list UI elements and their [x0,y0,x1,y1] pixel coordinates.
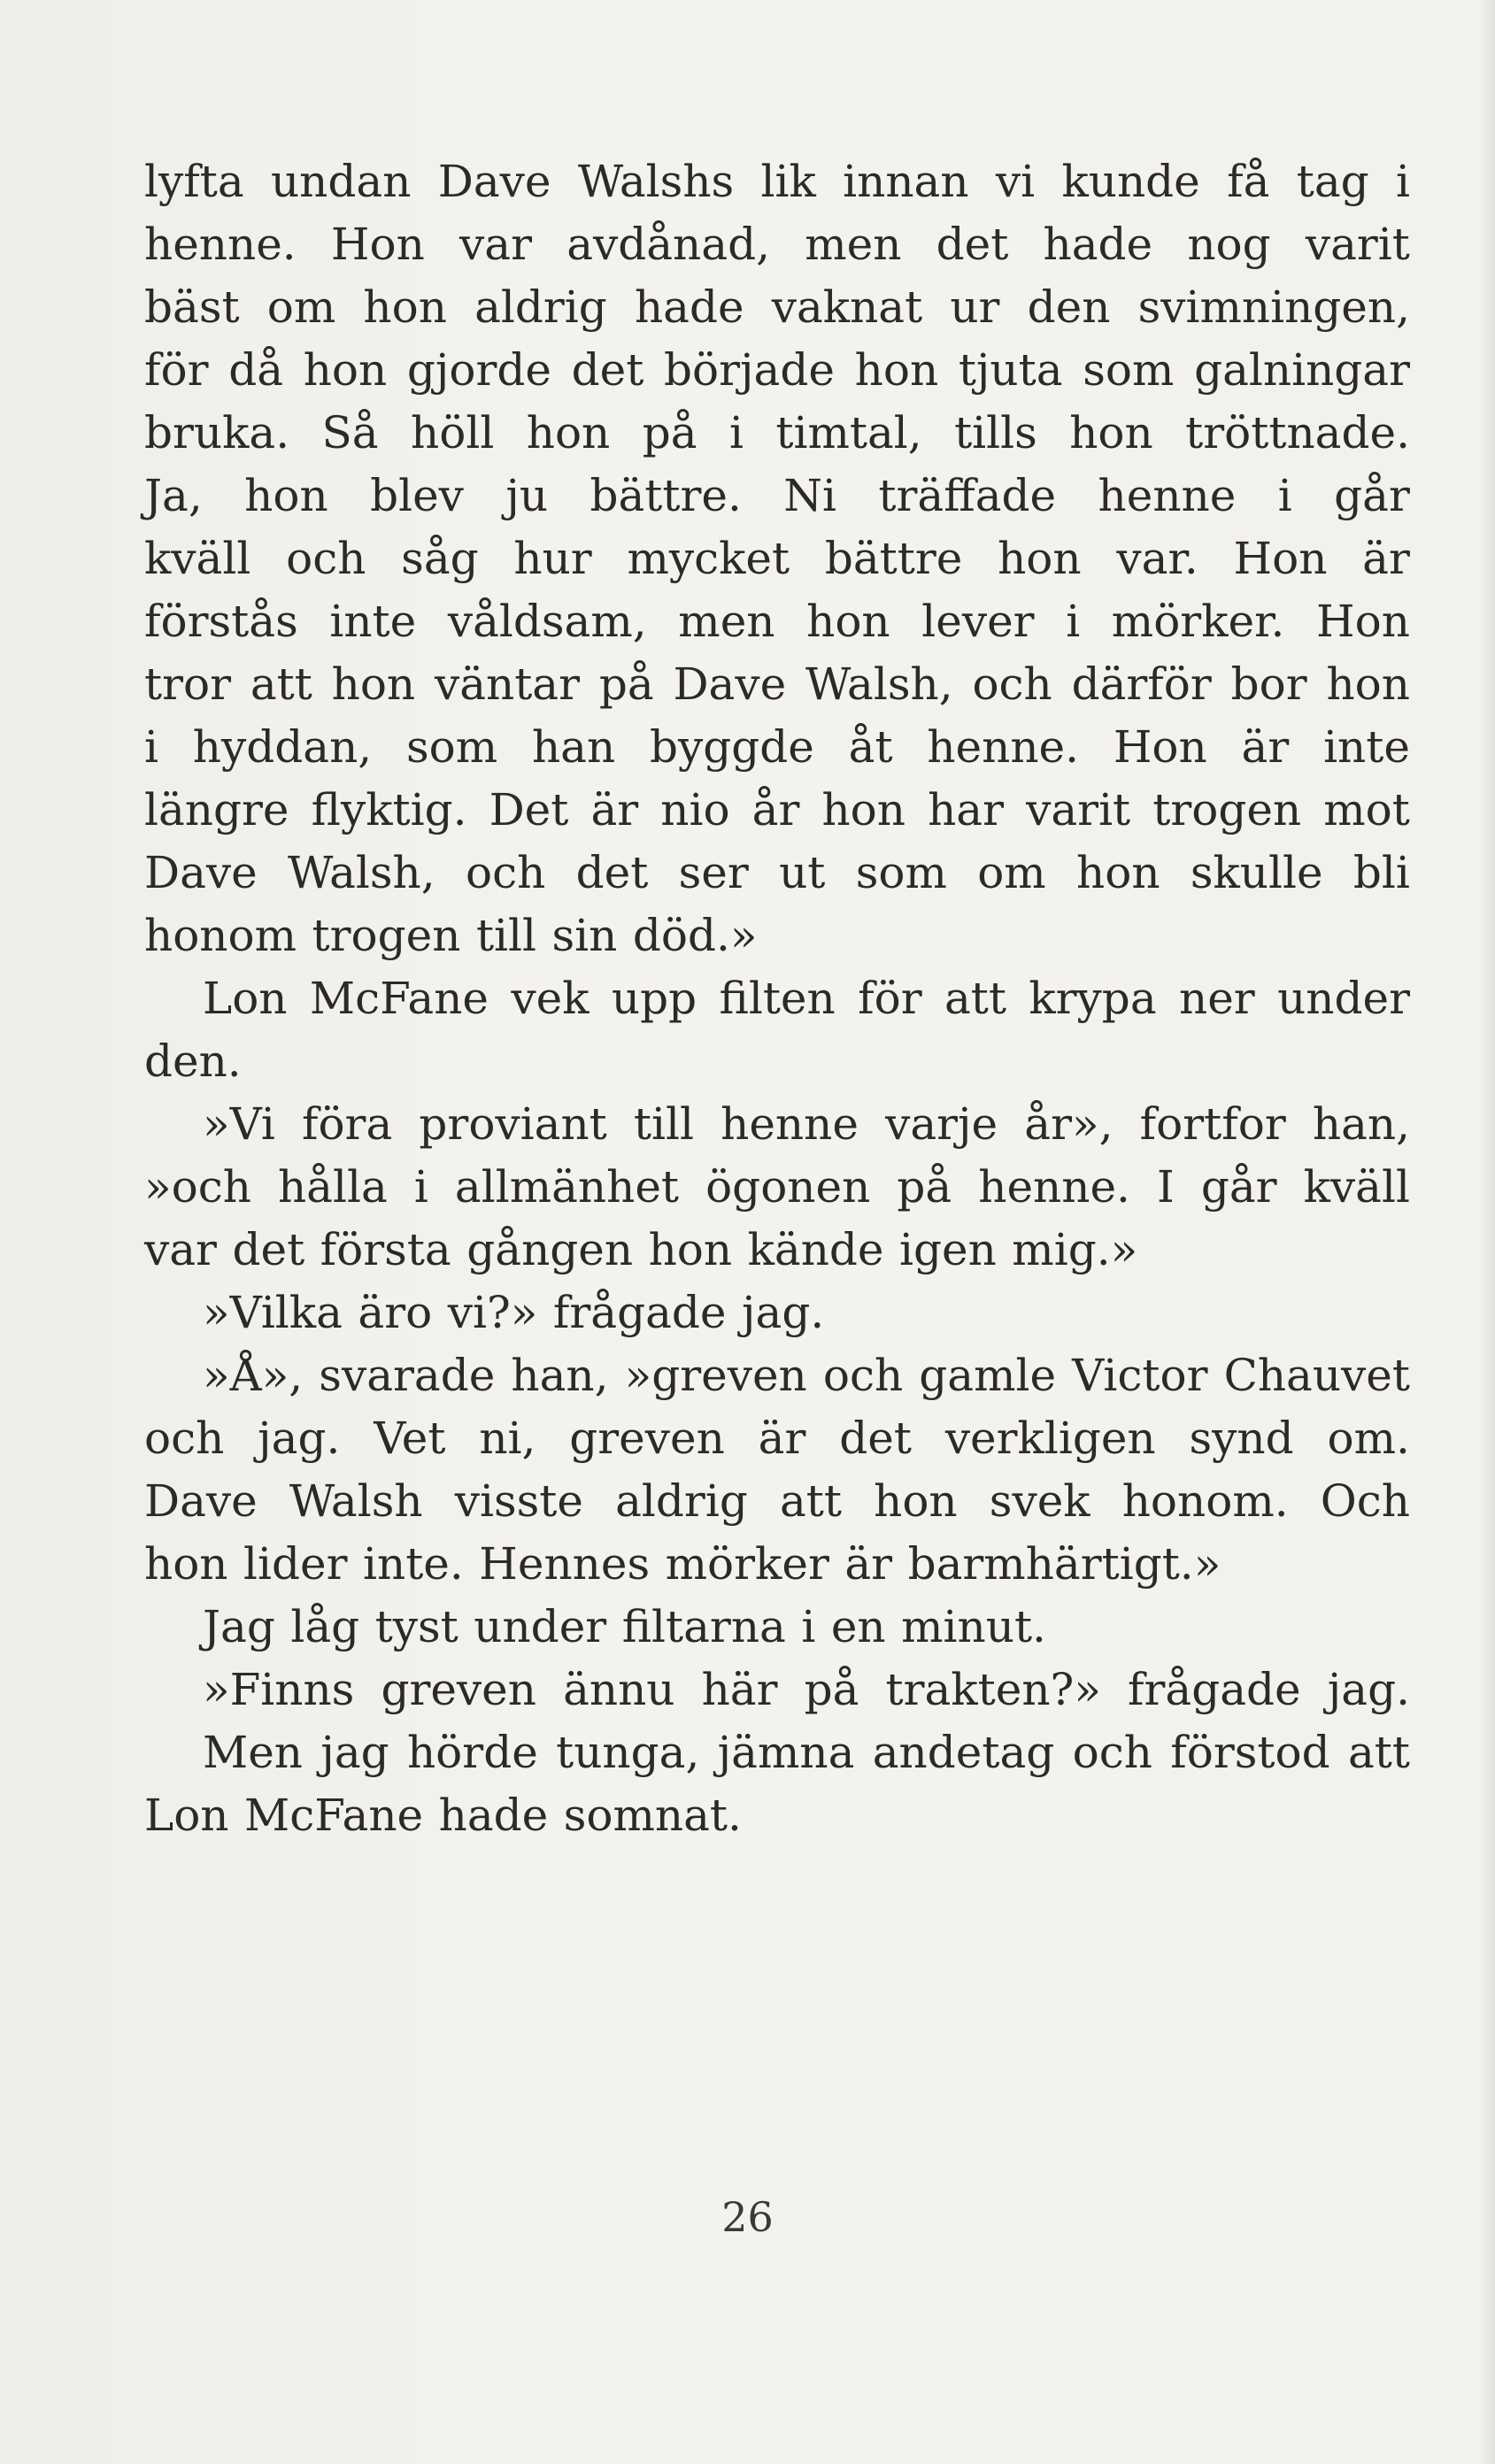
word: den [1027,281,1111,333]
word: är [1362,533,1410,584]
word: hon [806,596,890,647]
text-line [144,1407,1410,1470]
word: varit [1305,219,1410,270]
word: Dave [437,156,551,207]
word: han [531,721,616,773]
word: »Å», [203,1350,304,1401]
word: att [1347,1727,1410,1778]
word: ögonen [705,1161,871,1213]
word: det [839,1413,912,1464]
text-line [144,276,1410,339]
word: filten [719,973,836,1024]
text-line [144,779,1410,842]
word: frågade [552,1287,727,1338]
word: såg [401,533,479,584]
word: inte [1323,721,1410,773]
word: greven [381,1664,536,1715]
word: hon [874,1475,958,1527]
word: lyfta [144,156,244,207]
word: Hon [1316,596,1410,647]
word: Hon [1233,533,1328,584]
word: föra [301,1098,393,1150]
word: hon [1069,407,1153,458]
word: undan [270,156,412,207]
word: åt [848,721,893,773]
word: Ni [783,470,836,521]
text-line [144,1784,1410,1847]
text-line [144,1470,1410,1533]
word: lever [921,596,1035,647]
word: första [320,1224,451,1275]
word: aldrig [474,281,607,333]
word: kunde [1061,156,1200,207]
word: hon [854,344,939,396]
word: Dave [144,847,258,898]
word: Hon [1113,721,1207,773]
word: »och [144,1161,251,1213]
text-line [144,465,1410,527]
word: Lon [144,1790,229,1841]
word: vek [511,973,590,1024]
word: tröttnade. [1185,407,1410,458]
text-line [144,967,1410,1030]
word: tror [144,658,231,710]
text-line [144,1219,1410,1282]
word: var [144,1224,217,1275]
word: och [972,658,1052,710]
word: hon [331,658,416,710]
word: igen [899,1224,997,1275]
word: låg [290,1601,360,1652]
word: då [228,344,284,396]
word: gamle [919,1350,1057,1401]
word: hon [244,470,328,521]
word: mycket [627,533,790,584]
word: upp [611,973,697,1024]
word: Dave [673,658,787,710]
word: Walshs [577,156,735,207]
word: våldsam, [447,596,647,647]
word: hade [634,281,744,333]
word: på [804,1664,859,1715]
word: som [1083,344,1175,396]
word: i [1277,470,1292,521]
word: under [474,1601,607,1652]
word: det [571,344,644,396]
word: bruka. [144,407,290,458]
text-line [144,1156,1410,1219]
word: och [822,1350,904,1401]
word: henne. [978,1161,1130,1213]
word: bor [1230,658,1307,710]
word: allmänhet [454,1161,680,1213]
word: år [751,784,800,835]
page-number: 26 [721,2193,774,2241]
word: kväll [144,533,251,584]
word: »Vi [203,1098,275,1150]
word: barmhärtigt.» [907,1538,1221,1590]
text-line [144,1533,1410,1596]
word: som [855,847,947,898]
word: innan [843,156,969,207]
word: ner [1179,973,1255,1024]
word: på [598,658,654,710]
word: varit [1026,784,1131,835]
word: Chauvet [1223,1350,1410,1401]
word: är [590,784,639,835]
word: ju [505,470,549,521]
text-line [144,1596,1410,1659]
word: hyddan, [192,721,373,773]
word: om [266,281,336,333]
word: svimningen, [1137,281,1410,333]
word: synd [1189,1413,1294,1464]
word: och [144,1413,225,1464]
word: var [459,219,532,270]
word: som [405,721,498,773]
word: Hennes [479,1538,651,1590]
word: Walsh, [288,847,435,898]
word: ser [678,847,749,898]
word: byggde [649,721,814,773]
word: trakten?» [885,1664,1101,1715]
word: hade [1043,219,1153,270]
word: Walsh [289,1475,423,1527]
word: henne [721,1098,859,1150]
word: hon [363,281,447,333]
word: avdånad, [566,219,770,270]
body-text [144,150,1410,1847]
word: men [805,219,902,270]
text-line [144,905,1410,967]
word: Ja, [144,470,203,521]
word: McFane [309,973,489,1024]
word: Men [203,1727,303,1778]
word: gången [466,1224,634,1275]
word: hörde [406,1727,538,1778]
text-line [144,653,1410,716]
word: hon [1076,847,1160,898]
word: för [144,344,209,396]
word: är [758,1413,806,1464]
word: inte. [363,1538,464,1590]
word: mörker. [1111,596,1285,647]
word: honom. [1121,1475,1289,1527]
word: jag. [742,1287,825,1338]
word: lider [243,1538,348,1590]
word: hur [513,533,592,584]
word: andetag [872,1727,1055,1778]
word: hålla [277,1161,388,1213]
word: trogen [1152,784,1302,835]
word: höll [411,407,495,458]
word: vi?» [447,1287,538,1338]
word: att [779,1475,842,1527]
word: henne [1098,470,1237,521]
word: visste [454,1475,583,1527]
word: svarade [319,1350,496,1401]
text-line [144,1659,1410,1721]
word: bättre. [590,470,742,521]
word: i [1396,156,1410,207]
word: jämna [717,1727,855,1778]
word: år», [1024,1098,1114,1150]
word: den. [144,1036,242,1087]
text-line [144,842,1410,905]
word: nog [1187,219,1271,270]
word: somnat. [563,1790,742,1841]
word: för [858,973,922,1024]
word: och [1072,1727,1152,1778]
word: längre [144,784,289,835]
word: skulle [1190,847,1323,898]
text-line [144,590,1410,653]
word: i [801,1601,816,1652]
word: går [1334,470,1410,521]
word: tjuta [958,344,1063,396]
word: det [232,1224,305,1275]
word: bli [1352,847,1410,898]
word: trogen [312,910,461,961]
word: bättre [824,533,963,584]
word: galningar [1194,344,1410,396]
word: fortfor [1139,1098,1286,1150]
word: till [633,1098,694,1150]
word: varje [885,1098,998,1150]
word: och [465,847,546,898]
word: Jag [203,1601,275,1652]
word: Dave [144,1475,258,1527]
text-line [144,150,1410,213]
word: det [575,847,649,898]
word: äro [358,1287,433,1338]
word: Walsh, [805,658,953,710]
word: tills [954,407,1037,458]
word: han, [511,1350,609,1401]
word: McFane [244,1790,424,1841]
word: hon [648,1224,733,1275]
word: väntar [434,658,581,710]
word: sin [551,910,618,961]
word: förstås [144,596,298,647]
text-line [144,1282,1410,1344]
word: vaknat [771,281,923,333]
word: en [830,1601,886,1652]
text-line [144,1721,1410,1784]
word: vi [995,156,1036,207]
word: jag. [1327,1664,1410,1715]
word: verkligen [944,1413,1156,1464]
word: började [664,344,835,396]
word: nio [660,784,730,835]
word: till [475,910,537,961]
word: mig.» [1012,1224,1138,1275]
word: ännu [563,1664,675,1715]
word: har [928,784,1005,835]
word: bäst [144,281,240,333]
word: hade [438,1790,549,1841]
word: få [1227,156,1270,207]
word: hon [526,407,611,458]
word: timtal, [775,407,922,458]
word: tunga, [556,1727,700,1778]
word: I [1157,1161,1175,1213]
word: kväll [1303,1161,1410,1213]
word: gjorde [406,344,551,396]
word: Lon [203,973,288,1024]
word: ut [779,847,826,898]
word: inte [329,596,417,647]
word: proviant [419,1098,607,1150]
word: är [844,1538,893,1590]
word: filtarna [621,1601,786,1652]
word: men [678,596,775,647]
word: är [1241,721,1290,773]
word: tyst [374,1601,459,1652]
word: jag. [258,1413,341,1464]
text-line [144,1093,1410,1156]
word: och [286,533,366,584]
word: honom [144,910,297,961]
word: på [897,1161,952,1213]
word: hon [821,784,905,835]
word: hon [303,344,388,396]
text-line [144,527,1410,590]
word: Och [1320,1475,1410,1527]
word: var. [1116,533,1198,584]
word: »Finns [203,1664,355,1715]
word: om [977,847,1046,898]
word: i [144,721,158,773]
text-line [144,1030,1410,1093]
word: död.» [632,910,758,961]
word: blev [370,470,464,521]
word: »Vilka [203,1287,343,1338]
word: på [642,407,697,458]
word: tag [1296,156,1369,207]
word: om. [1327,1413,1410,1464]
word: att [944,973,1006,1024]
word: lik [760,156,816,207]
word: mörker [665,1538,829,1590]
text-line [144,213,1410,276]
word: hon [144,1538,228,1590]
word: det [936,219,1009,270]
word: Victor [1072,1350,1208,1401]
word: minut. [901,1601,1046,1652]
word: här [701,1664,778,1715]
word: han, [1312,1098,1410,1150]
word: ni, [479,1413,536,1464]
word: Vet [374,1413,446,1464]
word: hon [1326,658,1410,710]
word: flyktig. [311,784,467,835]
word: kände [747,1224,884,1275]
text-line [144,1344,1410,1407]
word: jag [320,1727,389,1778]
word: Hon [330,219,425,270]
word: i [413,1161,428,1213]
word: går [1200,1161,1277,1213]
word: greven [569,1413,725,1464]
word: i [1066,596,1081,647]
word: frågade [1128,1664,1301,1715]
text-line [144,716,1410,779]
word: Det [489,784,569,835]
word: henne. [144,219,297,270]
word: svek [989,1475,1090,1527]
text-line [144,339,1410,402]
word: i [728,407,744,458]
word: henne. [927,721,1080,773]
word: »greven [624,1350,807,1401]
word: Så [321,407,379,458]
word: ur [950,281,1000,333]
word: aldrig [615,1475,748,1527]
word: krypa [1029,973,1157,1024]
text-line [144,402,1410,465]
word: under [1277,973,1410,1024]
word: därför [1071,658,1212,710]
word: mot [1323,784,1410,835]
word: träffade [878,470,1057,521]
word: att [250,658,312,710]
page-edge-shadow [1479,0,1495,2464]
word: förstod [1170,1727,1330,1778]
word: hon [998,533,1082,584]
